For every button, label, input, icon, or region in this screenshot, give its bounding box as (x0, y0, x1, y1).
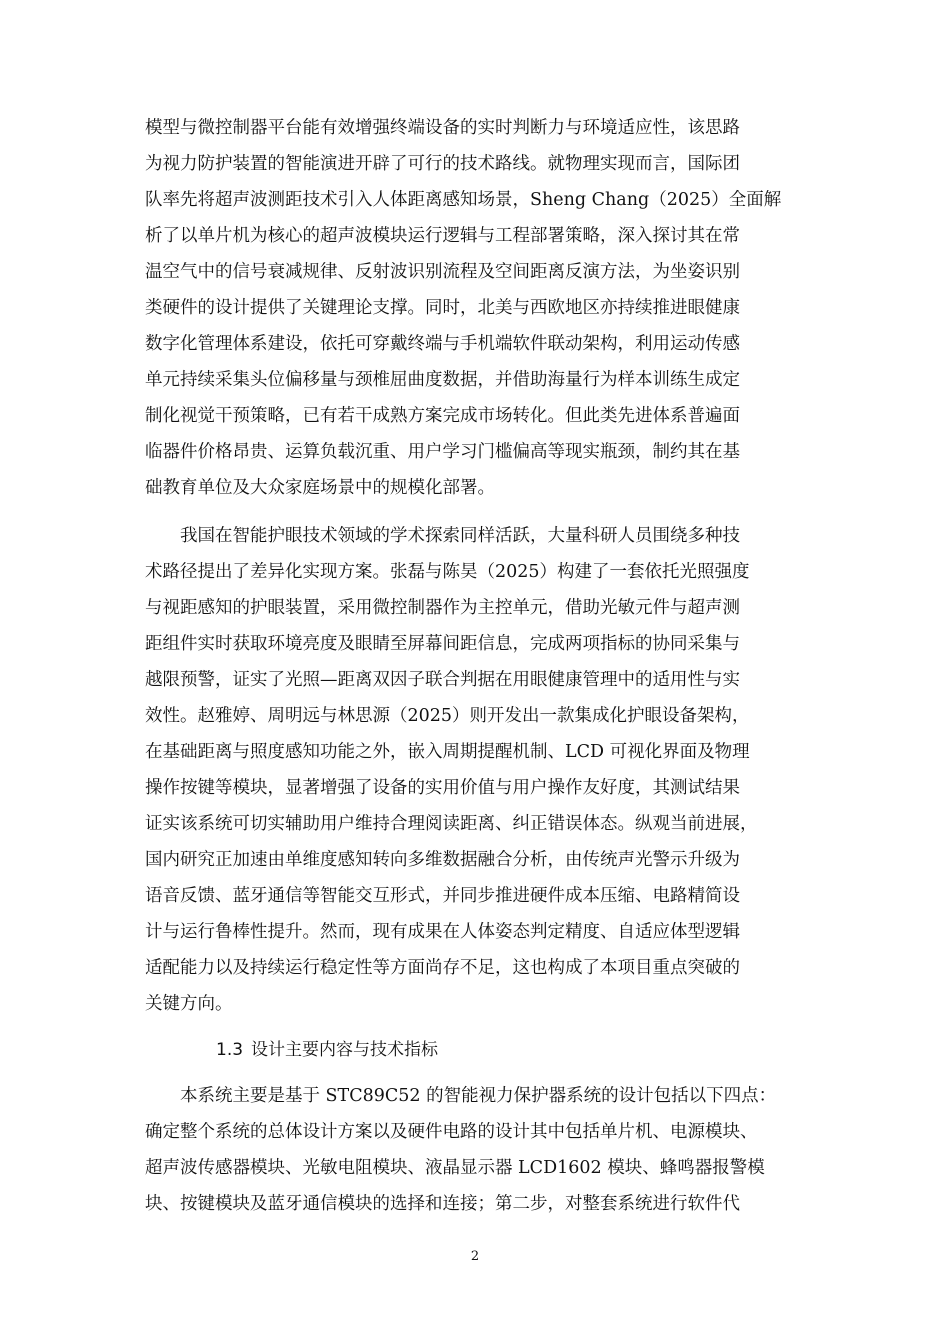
section-number: 1.3 (216, 1040, 244, 1060)
text-line: 本系统主要是基于 STC89C52 的智能视力保护器系统的设计包括以下四点： (180, 1086, 777, 1106)
text-line: 块、按键模块及蓝牙通信模块的选择和连接；第二步，对整套系统进行软件代 (145, 1194, 740, 1214)
text-line: 在基础距离与照度感知功能之外，嵌入周期提醒机制、LCD 可视化界面及物理 (145, 742, 750, 762)
text-line: 模型与微控制器平台能有效增强终端设备的实时判断力与环境适应性，该思路 (145, 118, 740, 138)
section-title: 设计主要内容与技术指标 (251, 1040, 439, 1060)
text-line: 越限预警，证实了光照—距离双因子联合判据在用眼健康管理中的适用性与实 (145, 670, 740, 690)
text-line: 国内研究正加速由单维度感知转向多维数据融合分析，由传统声光警示升级为 (145, 850, 740, 870)
page-number: 2 (470, 1249, 480, 1264)
text-line: 操作按键等模块，显著增强了设备的实用价值与用户操作友好度，其测试结果 (145, 778, 740, 798)
text-line: 术路径提出了差异化实现方案。张磊与陈昊（2025）构建了一套依托光照强度 (145, 562, 750, 582)
text-line: 数字化管理体系建设，依托可穿戴终端与手机端软件联动架构，利用运动传感 (145, 334, 740, 354)
text-line: 关键方向。 (145, 994, 233, 1014)
section-heading (216, 1038, 438, 1062)
text-line: 语音反馈、蓝牙通信等智能交互形式，并同步推进硬件成本压缩、电路精简设 (145, 886, 740, 906)
text-line: 效性。赵雅婷、周明远与林思源（2025）则开发出一款集成化护眼设备架构， (145, 706, 750, 726)
text-line: 为视力防护装置的智能演进开辟了可行的技术路线。就物理实现而言，国际团 (145, 154, 740, 174)
text-line: 确定整个系统的总体设计方案以及硬件电路的设计其中包括单片机、电源模块、 (145, 1122, 758, 1142)
text-line: 距组件实时获取环境亮度及眼睛至屏幕间距信息，完成两项指标的协同采集与 (145, 634, 740, 654)
text-line: 证实该系统可切实辅助用户维持合理阅读距离、纠正错误体态。纵观当前进展， (145, 814, 758, 834)
text-line: 我国在智能护眼技术领域的学术探索同样活跃，大量科研人员围绕多种技 (180, 526, 740, 546)
text-line: 温空气中的信号衰减规律、反射波识别流程及空间距离反演方法，为坐姿识别 (145, 262, 740, 282)
text-line: 队率先将超声波测距技术引入人体距离感知场景，Sheng Chang（2025）全面解 (145, 190, 782, 210)
text-line: 超声波传感器模块、光敏电阻模块、液晶显示器 LCD1602 模块、蜂鸣器报警模 (145, 1158, 765, 1178)
text-line: 制化视觉干预策略，已有若干成熟方案完成市场转化。但此类先进体系普遍面 (145, 406, 740, 426)
text-line: 单元持续采集头位偏移量与颈椎屈曲度数据，并借助海量行为样本训练生成定 (145, 370, 740, 390)
text-line: 临器件价格昂贵、运算负载沉重、用户学习门槛偏高等现实瓶颈，制约其在基 (145, 442, 740, 462)
text-line: 类硬件的设计提供了关键理论支撑。同时，北美与西欧地区亦持续推进眼健康 (145, 298, 740, 318)
text-line: 计与运行鲁棒性提升。然而，现有成果在人体姿态判定精度、自适应体型逻辑 (145, 922, 740, 942)
text-line: 与视距感知的护眼装置，采用微控制器作为主控单元，借助光敏元件与超声测 (145, 598, 740, 618)
text-line: 适配能力以及持续运行稳定性等方面尚存不足，这也构成了本项目重点突破的 (145, 958, 740, 978)
text-line: 析了以单片机为核心的超声波模块运行逻辑与工程部署策略，深入探讨其在常 (145, 226, 740, 246)
text-line: 础教育单位及大众家庭场景中的规模化部署。 (145, 478, 495, 498)
